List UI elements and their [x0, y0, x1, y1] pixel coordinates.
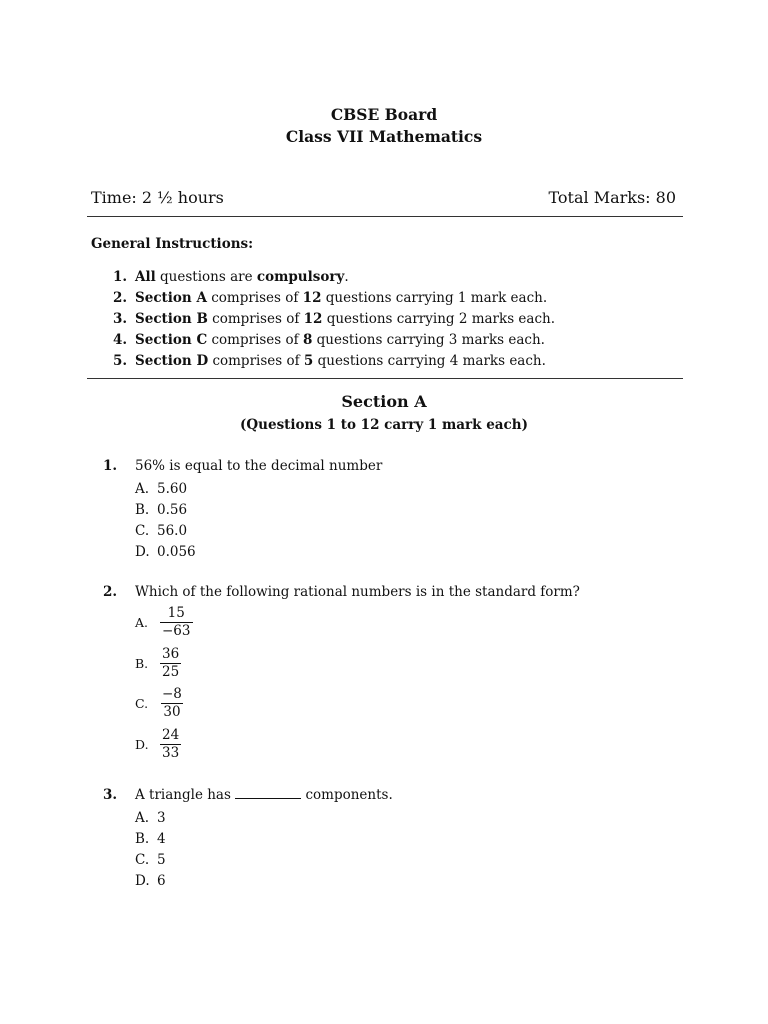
- board-title: CBSE Board: [330, 105, 438, 124]
- answer-blank: [235, 787, 301, 799]
- divider-top: [87, 216, 683, 217]
- option-b: B. 0.56: [135, 502, 188, 518]
- option-d: D. 0.056: [135, 544, 196, 560]
- paper-meta: [91, 188, 676, 212]
- instruction-item: 4. Section C comprises of 8 questions carrying 3 marks each.: [113, 332, 545, 348]
- fraction: $\frac{36}{25}$: [162, 645, 180, 680]
- question-number: 3.: [103, 787, 118, 803]
- section-subtitle: (Questions 1 to 12 carry 1 mark each): [240, 417, 528, 433]
- question-text: 56% is equal to the decimal number: [135, 458, 383, 474]
- time-label: Time: 2 ½ hours: [91, 188, 224, 207]
- option-a: A. 3: [135, 810, 166, 826]
- fraction: $\frac{24}{33}$: [162, 726, 180, 761]
- exam-paper-page: CBSE Board Class VII Mathematics Time: 2 ½ hours Total Marks: 80 General Instructions: 1. All questions are compulsory. 2. Section A comprises of 12 questions carrying 1 mark each. 3. Section B comprises of 12 questions carrying 2 marks each. 4. Section C comprises of 8 questions carrying 3 marks each. 5. Section D comprises of 5 questions carrying 4 marks each. Section A (Questions 1 to 12 carry 1 mark each) 1. 56% is equal to the decimal number A. 5.60 B. 0.56 C. 56.0 D. 0.056 2. Which of the following rational numbers is in the standard form? A. $\frac{15}{-63}$ B. $\frac{36}{25}$ C. $\frac{-8}{30}$ D. $\frac{24}{33}$ 3. A triangle has components. A. 3 B. 4 C. 5 D. 6: [0, 0, 768, 1024]
- option-c: C. 5: [135, 852, 166, 868]
- options-list: [135, 808, 166, 892]
- question-number: 2.: [103, 584, 118, 600]
- section-title: Section A: [341, 392, 427, 411]
- option-d: D. 6: [135, 873, 166, 889]
- option-a: A. 5.60: [135, 481, 188, 497]
- option-c: C. 56.0: [135, 523, 188, 539]
- fraction: $\frac{-8}{30}$: [162, 686, 182, 720]
- fraction: $\frac{15}{-63}$: [162, 605, 191, 639]
- instruction-item: 2. Section A comprises of 12 questions carrying 1 mark each.: [113, 290, 548, 306]
- instruction-item: 3. Section B comprises of 12 questions carrying 2 marks each.: [113, 311, 555, 327]
- subject-title: Class VII Mathematics: [285, 127, 483, 146]
- options-list: [135, 479, 196, 563]
- question-text: A triangle has components.: [135, 787, 393, 803]
- instruction-item: 5. Section D comprises of 5 questions carrying 4 marks each.: [113, 353, 546, 369]
- instruction-item: 1. All questions are compulsory.: [113, 269, 349, 285]
- question-number: 1.: [103, 458, 118, 474]
- instructions-title: General Instructions:: [91, 236, 254, 252]
- option-b: B. 4: [135, 831, 166, 847]
- divider-bottom: [87, 378, 683, 379]
- paper-header: [0, 104, 768, 148]
- total-marks-label: Total Marks: 80: [548, 188, 676, 207]
- question-text: Which of the following rational numbers is in the standard form?: [135, 584, 580, 600]
- instructions-list: [113, 267, 555, 372]
